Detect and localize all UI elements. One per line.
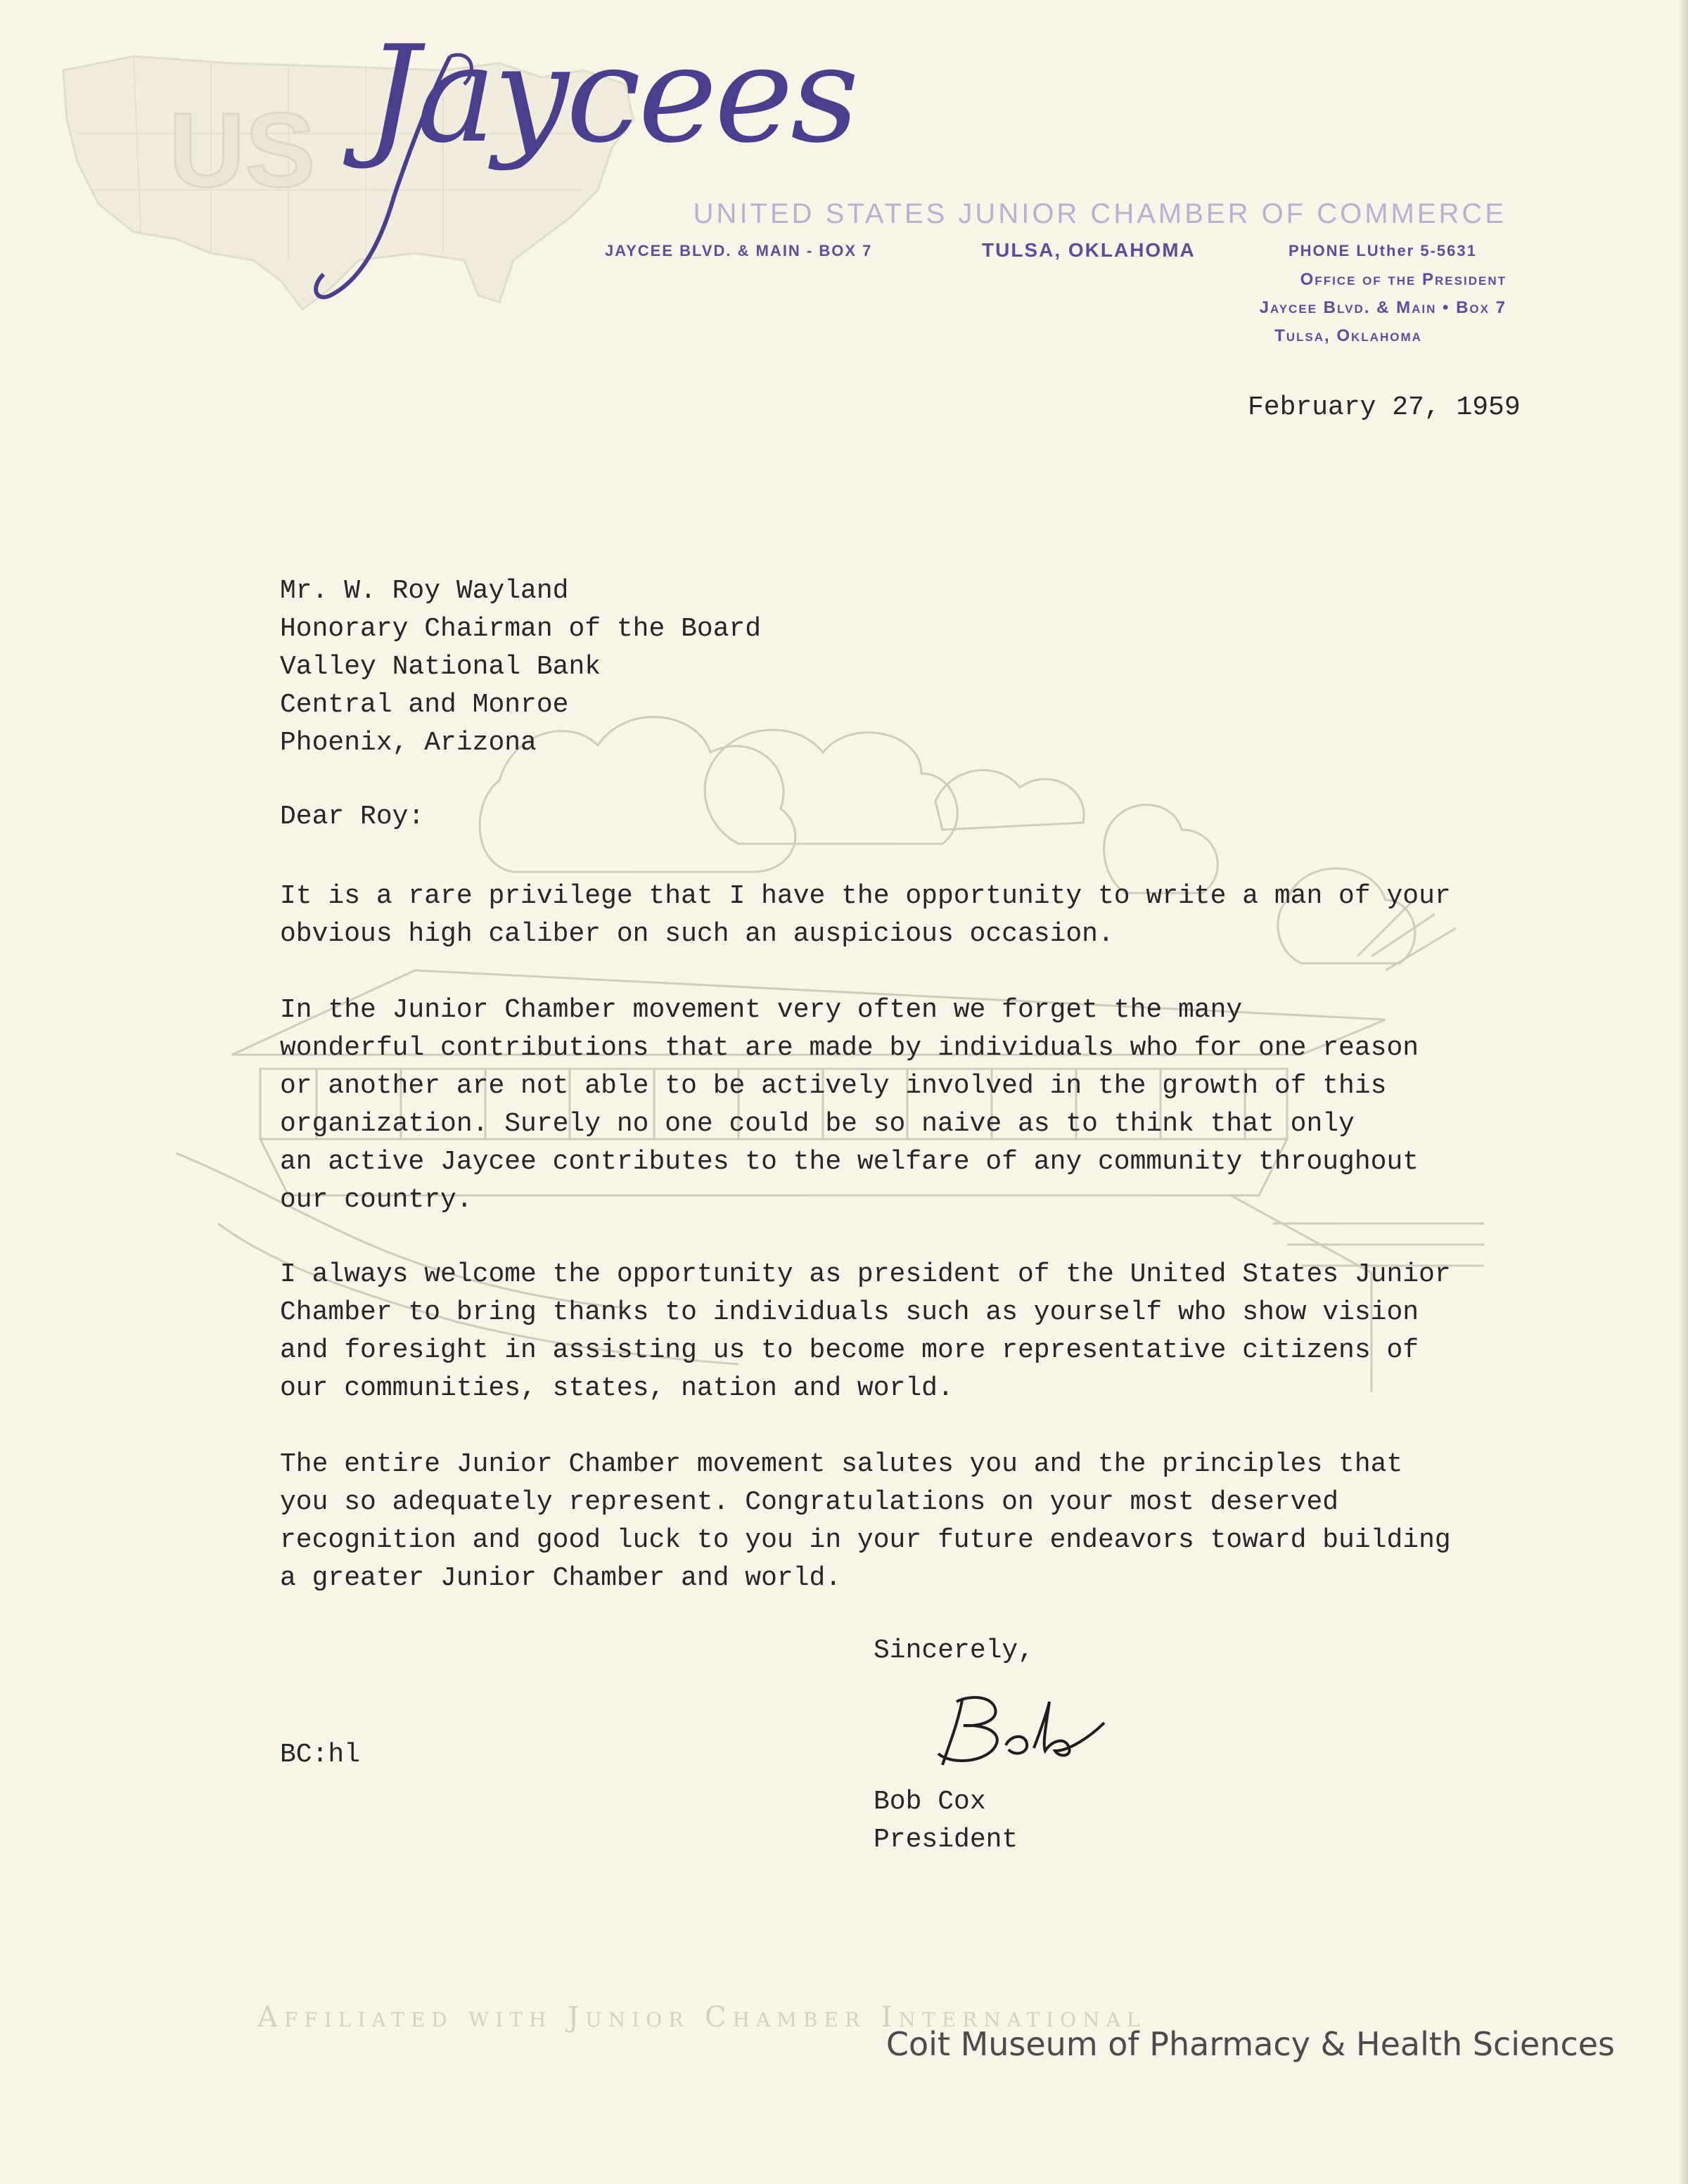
recipient-address xyxy=(280,572,761,762)
office-street: Jaycee Blvd. & Main • Box 7 xyxy=(1259,298,1507,317)
signer-title: President xyxy=(874,1825,1018,1855)
paragraph-line: our country. xyxy=(280,1185,473,1215)
affiliation-footer: Affiliated with Junior Chamber International xyxy=(257,2001,1146,2034)
paragraph-line: and foresight in assisting us to become more representative citizens of xyxy=(280,1335,1419,1366)
paragraph-4 xyxy=(280,1446,1532,1598)
letter-date: February 27, 1959 xyxy=(1248,392,1521,423)
letterhead-phone: PHONE LUther 5-5631 xyxy=(1289,242,1477,259)
office-city: Tulsa, Oklahoma xyxy=(1274,326,1422,345)
paragraph-line: you so adequately represent. Congratulations on your most deserved xyxy=(280,1487,1339,1517)
signer-block xyxy=(874,1783,1018,1859)
recipient-line: Phoenix, Arizona xyxy=(280,728,537,758)
salutation: Dear Roy: xyxy=(280,802,425,832)
paragraph-line: obvious high caliber on such an auspicious occasion. xyxy=(280,919,1114,949)
paragraph-line: wonderful contributions that are made by individuals who for one reason xyxy=(280,1033,1419,1063)
recipient-line: Mr. W. Roy Wayland xyxy=(280,576,569,606)
recipient-line: Central and Monroe xyxy=(280,690,569,720)
paragraph-2 xyxy=(280,991,1532,1219)
museum-watermark: Coit Museum of Pharmacy & Health Sciences xyxy=(885,2025,1615,2063)
letterhead-street: JAYCEE BLVD. & MAIN - BOX 7 xyxy=(605,242,873,259)
paragraph-line: recognition and good luck to you in your future endeavors toward building xyxy=(280,1525,1451,1555)
signer-name: Bob Cox xyxy=(874,1787,986,1817)
paragraph-line: In the Junior Chamber movement very often we forget the many xyxy=(280,995,1243,1025)
handwritten-signature xyxy=(928,1681,1111,1772)
letterhead-city: TULSA, OKLAHOMA xyxy=(982,239,1196,261)
paragraph-3 xyxy=(280,1256,1532,1408)
closing: Sincerely, xyxy=(874,1636,1035,1666)
paragraph-line: Chamber to bring thanks to individuals such as yourself who show vision xyxy=(280,1297,1419,1328)
paragraph-line: organization. Surely no one could be so naive as to think that only xyxy=(280,1109,1355,1139)
paragraph-1 xyxy=(280,878,1532,953)
us-map-text: US xyxy=(169,91,316,209)
typist-initials: BC:hl xyxy=(280,1740,361,1770)
paragraph-line: I always welcome the opportunity as president of the United States Junior xyxy=(280,1259,1451,1290)
paragraph-line: our communities, states, nation and world. xyxy=(280,1373,954,1403)
paragraph-line: or another are not able to be actively involved in the growth of this xyxy=(280,1071,1387,1101)
jaycees-logo: Jaycees xyxy=(366,17,857,172)
paragraph-line: a greater Junior Chamber and world. xyxy=(280,1563,842,1593)
paragraph-line: It is a rare privilege that I have the opportunity to write a man of your xyxy=(280,881,1451,911)
recipient-line: Honorary Chairman of the Board xyxy=(280,614,762,644)
paper-edge xyxy=(1678,0,1688,2184)
paragraph-line: an active Jaycee contributes to the welfare of any community throughout xyxy=(280,1147,1419,1177)
paragraph-line: The entire Junior Chamber movement salutes you and the principles that xyxy=(280,1449,1403,1479)
organization-name: UNITED STATES JUNIOR CHAMBER OF COMMERCE xyxy=(693,198,1507,229)
office-title: Office of the President xyxy=(1300,270,1507,289)
recipient-line: Valley National Bank xyxy=(280,652,601,682)
president-office-block xyxy=(1141,266,1507,350)
